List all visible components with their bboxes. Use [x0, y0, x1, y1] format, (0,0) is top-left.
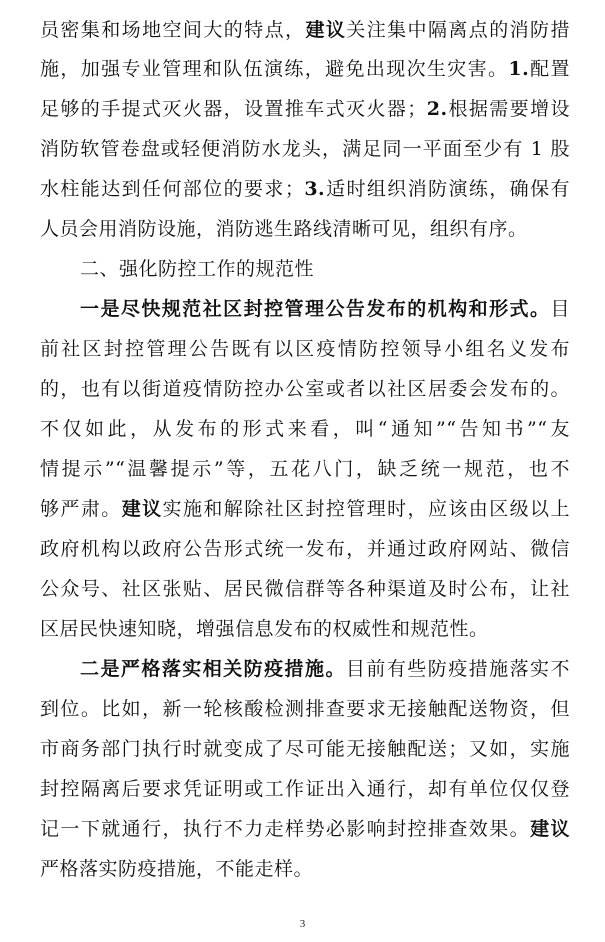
paragraph-line: [40, 737, 570, 761]
text-run: 前社区封控管理公告既有以区疫情防控领导小组名义发布: [40, 338, 570, 360]
text-run: 够严肃。: [40, 498, 122, 520]
text-run: 适时组织消防演练，确保有: [325, 178, 570, 200]
paragraph-line: [40, 337, 570, 361]
bold-text-run: 建议: [530, 818, 570, 840]
text-run: 实施和解除社区封控管理时，应该由区级以上: [162, 498, 570, 520]
text-run: 情提示”“温馨提示”等，五花八门，缺乏统一规范，也不: [40, 458, 570, 480]
paragraph-line: [40, 697, 570, 721]
bold-text-run: 建议: [305, 19, 347, 41]
bold-text-run: 一是尽快规范社区封控管理公告发布的机构和形式。: [80, 298, 551, 320]
paragraph-line: [40, 817, 570, 841]
text-run: 封控隔离后要求凭证明或工作证出入通行，却有单位仅仅登: [40, 778, 570, 800]
text-run: 区居民快速知晓，增强信息发布的权威性和规范性。: [40, 618, 489, 640]
bold-text-run: 二是严格落实相关防疫措施。: [80, 658, 346, 680]
text-run: 到位。比如，新一轮核酸检测排查要求无接触配送物资，但: [40, 698, 570, 720]
paragraph-line: [40, 97, 570, 121]
bold-text-run: 3.: [304, 178, 326, 200]
text-run: 政府机构以政府公告形式统一发布，并通过政府网站、微信: [40, 538, 570, 560]
text-run: 的，也有以街道疫情防控办公室或者以社区居委会发布的。: [40, 378, 570, 400]
text-run: 水柱能达到任何部位的要求；: [40, 178, 305, 200]
text-run: 公众号、社区张贴、居民微信群等各种渠道及时公布，让社: [40, 578, 570, 600]
paragraph-line: [40, 18, 570, 42]
text-run: 严格落实防疫措施，不能走样。: [40, 858, 314, 880]
text-run: 不仅如此，从发布的形式来看，叫“通知”“告知书”“友: [40, 418, 570, 440]
text-run: 关注集中隔离点的消防措: [346, 19, 570, 41]
paragraph-line: [40, 417, 570, 441]
paragraph-line: [40, 857, 313, 881]
paragraph-line: [40, 377, 570, 401]
text-run: 足够的手提式灭火器，设置推车式灭火器；: [40, 98, 427, 120]
text-run: 市商务部门执行时就变成了尽可能无接触配送；又如，实施: [40, 738, 570, 760]
bold-text-run: 建议: [121, 498, 163, 520]
paragraph-line: [40, 57, 570, 81]
text-run: 记一下就通行，执行不力走样势必影响封控排查效果。: [40, 818, 531, 840]
text-run: 目前有些防疫措施落实不: [345, 658, 570, 680]
paragraph-line: [40, 497, 570, 521]
paragraph-line: [40, 617, 489, 641]
bold-text-run: 1.: [508, 58, 530, 80]
paragraph-line: [80, 657, 570, 681]
text-run: 配置: [529, 58, 570, 80]
text-run: 二、强化防控工作的规范性: [80, 258, 315, 280]
text-run: 人员会用消防设施，消防逃生路线清晰可见，组织有序。: [40, 218, 528, 240]
paragraph-line: [40, 457, 570, 481]
paragraph-line: [80, 297, 570, 321]
paragraph-line: [40, 177, 570, 201]
paragraph-line: [40, 777, 570, 801]
paragraph-line: [40, 137, 570, 161]
paragraph-line: [40, 537, 570, 561]
section-heading: [80, 257, 314, 281]
text-run: 员密集和场地空间大的特点，: [40, 19, 306, 41]
paragraph-line: [40, 217, 528, 241]
text-run: 目: [550, 298, 570, 320]
text-run: 施，加强专业管理和队伍演练，避免出现次生灾害。: [40, 58, 509, 80]
page-number: 3: [299, 918, 306, 930]
text-run: 消防软管卷盘或轻便消防水龙头，满足同一平面至少有 1 股: [40, 138, 570, 160]
paragraph-line: [40, 577, 570, 601]
text-run: 根据需要增设: [447, 98, 570, 120]
bold-text-run: 2.: [426, 98, 448, 120]
